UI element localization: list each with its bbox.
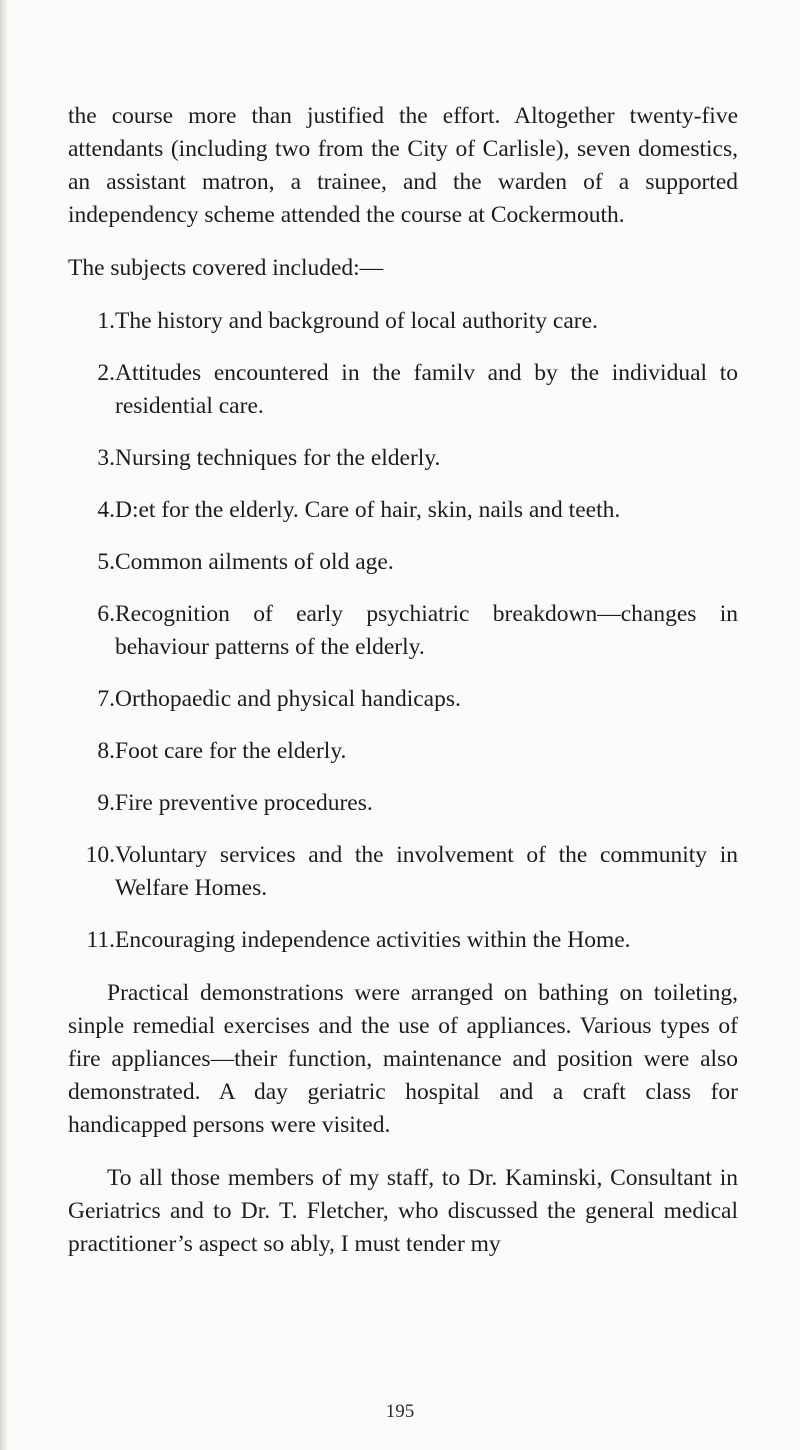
list-item — [68, 839, 738, 905]
list-item-text: Attitudes encountered in the familv and by the individual to residential care. — [115, 360, 738, 419]
list-item-text: Encouraging independence activities within the Home. — [115, 927, 631, 953]
list-item-number: 3. — [97, 445, 115, 471]
list-item — [68, 683, 738, 716]
list-item-number: 6. — [97, 601, 115, 627]
list-item — [68, 357, 738, 423]
spacer — [68, 1142, 738, 1162]
list-item — [68, 442, 738, 475]
page-number: 195 — [385, 1401, 415, 1422]
list-item-text: Voluntary services and the involvement of the community in Welfare Homes. — [115, 842, 738, 901]
intro-paragraph: the course more than justified the effort. Altogether twenty-five attendants (including two from the City of Carlisle), seven domestics, an assistant matron, a trainee, and the warden of a supported independency scheme attended the course at Cockermouth. — [68, 103, 738, 228]
list-item-text: The history and background of local authority care. — [115, 308, 598, 334]
list-item — [68, 494, 738, 527]
list-item — [68, 305, 738, 338]
document-page — [68, 100, 738, 1261]
list-item — [68, 787, 738, 820]
list-item-number: 2. — [97, 360, 115, 386]
subjects-heading: The subjects covered included:— — [68, 255, 384, 281]
list-item-text: Fire preventive procedures. — [115, 790, 373, 816]
thanks-paragraph: To all those members of my staff, to Dr. Kaminski, Consultant in Geriatrics and to Dr. T. Fletcher, who discussed the general medical practitioner’s aspect so ably, I must tender my — [68, 1165, 738, 1257]
list-item-text: Foot care for the elderly. — [115, 738, 347, 764]
list-item-text: Recognition of early psychiatric breakdown—changes in behaviour patterns of the elderly. — [115, 601, 738, 660]
list-item — [68, 735, 738, 768]
spacer — [68, 285, 738, 305]
list-item — [68, 546, 738, 579]
list-item-number: 4. — [97, 497, 115, 523]
list-item-number: 10. — [85, 842, 115, 868]
list-item-text: Orthopaedic and physical handicaps. — [115, 686, 461, 712]
list-item — [68, 598, 738, 664]
list-item-number: 8. — [97, 738, 115, 764]
spacer — [68, 232, 738, 252]
list-item-number: 9. — [97, 790, 115, 816]
list-item-number: 11. — [86, 927, 115, 953]
demonstrations-paragraph: Practical demonstrations were arranged on bathing on toileting, sinple remedial exercises and the use of appliances. Various types of fire appliances—their function, maintenance and position were also demonstrated. A day geriatric hospital and a craft class for handicapped persons were visited. — [68, 980, 738, 1138]
list-item-number: 7. — [97, 686, 115, 712]
subjects-list — [68, 305, 738, 957]
spacer — [68, 957, 738, 977]
list-item-text: Nursing techniques for the elderly. — [115, 445, 441, 471]
list-item-number: 1. — [97, 308, 115, 334]
list-item-text: D:et for the elderly. Care of hair, skin, nails and teeth. — [115, 497, 621, 523]
page-gutter-shadow — [0, 0, 8, 1450]
list-item-text: Common ailments of old age. — [115, 549, 394, 575]
list-item — [68, 924, 738, 957]
list-item-number: 5. — [97, 549, 115, 575]
